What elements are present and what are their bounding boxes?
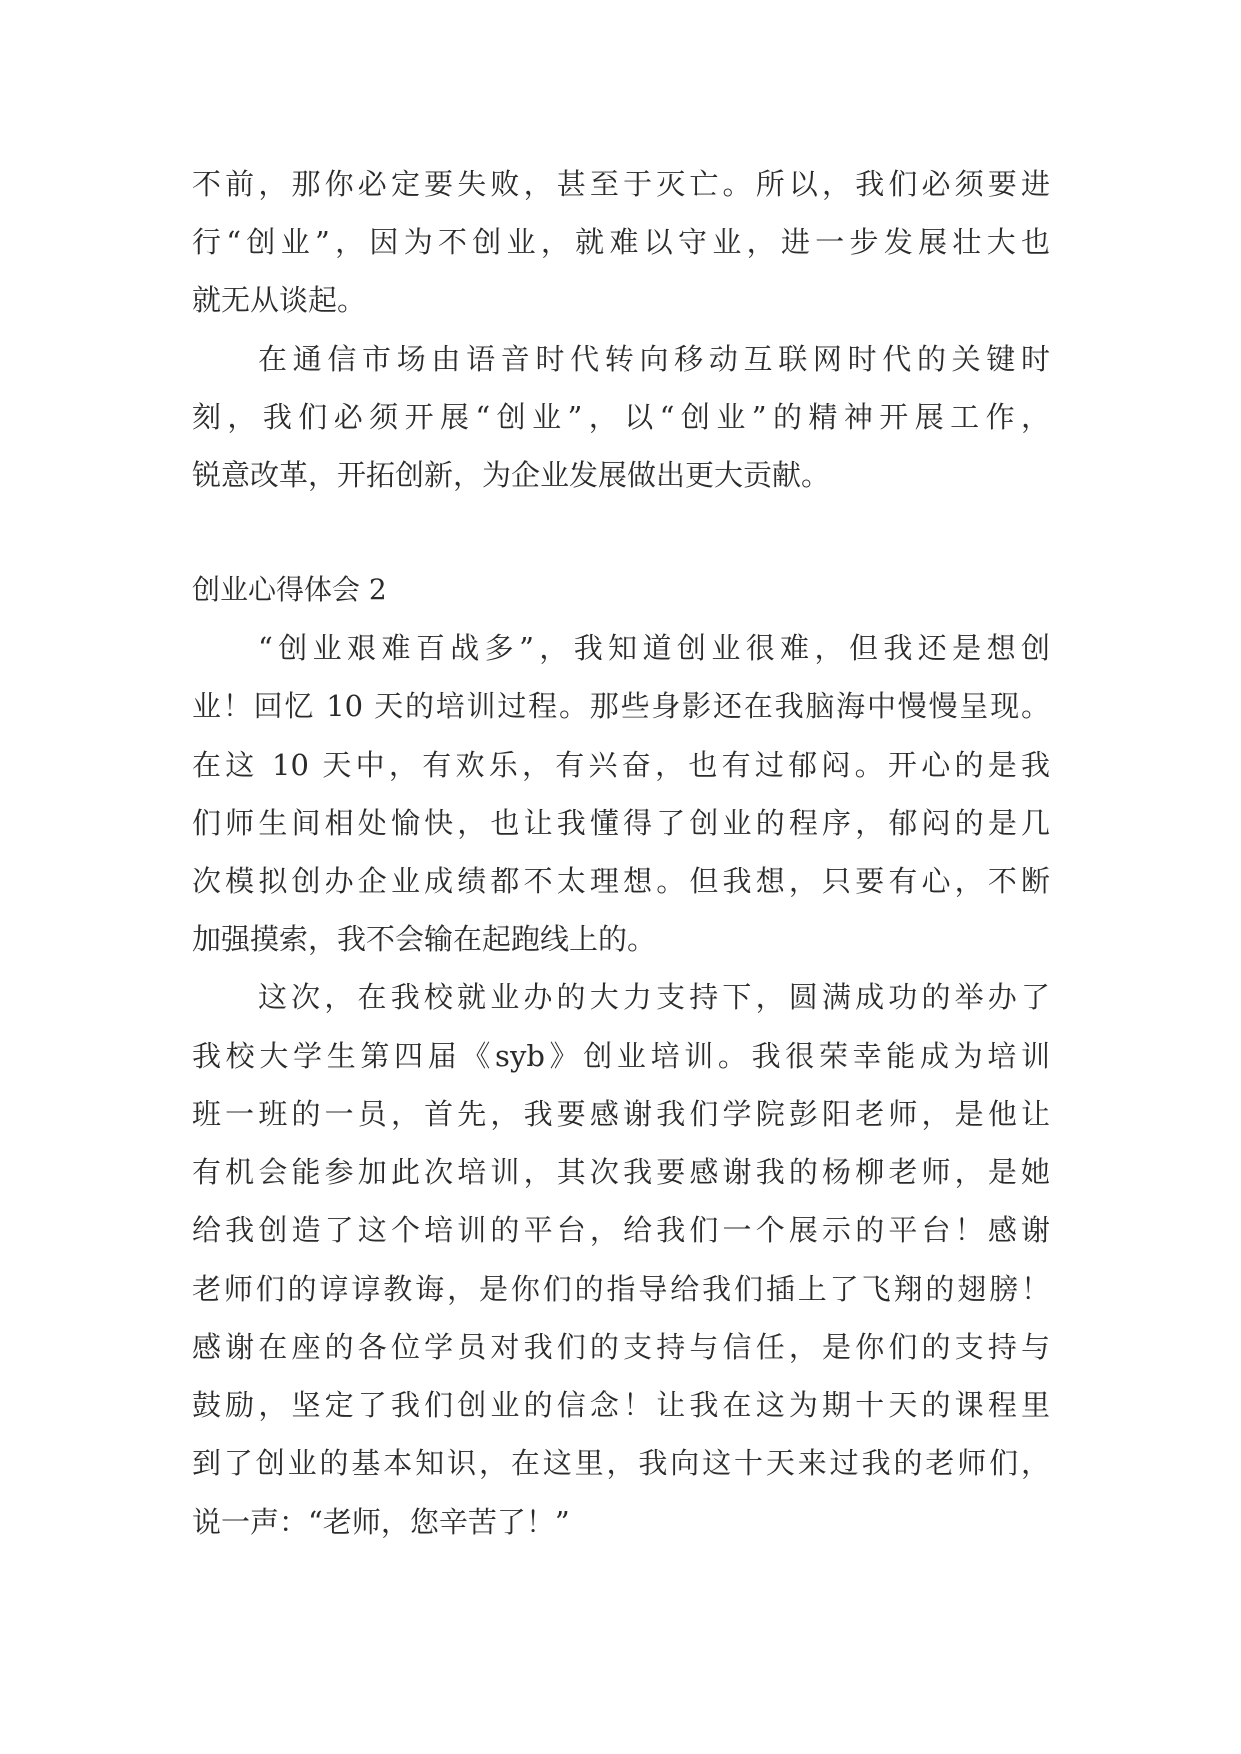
paragraph-line: 这次，在我校就业办的大力支持下，圆满成功的举办了 <box>258 980 1050 1014</box>
paragraph-line: 就无从谈起。 <box>192 283 367 317</box>
paragraph-line: 不前，那你必定要失败，甚至于灭亡。所以，我们必须要进 <box>192 167 1050 201</box>
paragraph-line: “创业艰难百战多”，我知道创业很难，但我还是想创 <box>258 631 1050 665</box>
paragraph-line: 鼓励，坚定了我们创业的信念！让我在这为期十天的课程里 <box>192 1388 1050 1422</box>
paragraph-line: 有机会能参加此次培训，其次我要感谢我的杨柳老师，是她 <box>192 1155 1050 1189</box>
paragraph-line: 到了创业的基本知识，在这里，我向这十天来过我的老师们， <box>192 1446 1050 1480</box>
paragraph-line: 在通信市场由语音时代转向移动互联网时代的关键时 <box>258 342 1050 376</box>
paragraph-line: 班一班的一员，首先，我要感谢我们学院彭阳老师，是他让 <box>192 1097 1050 1131</box>
paragraph-line: 们师生间相处愉快，也让我懂得了创业的程序，郁闷的是几 <box>192 806 1050 840</box>
paragraph-line: 锐意改革，开拓创新，为企业发展做出更大贡献。 <box>192 458 831 492</box>
paragraph-line: 加强摸索，我不会输在起跑线上的。 <box>192 922 657 956</box>
paragraph-line: 给我创造了这个培训的平台，给我们一个展示的平台！感谢 <box>192 1213 1050 1247</box>
paragraph-line: 我校大学生第四届《syb》创业培训。我很荣幸能成为培训 <box>192 1039 1050 1073</box>
paragraph-line: 说一声：“老师，您辛苦了！” <box>192 1505 570 1539</box>
paragraph-line: 业！回忆 10 天的培训过程。那些身影还在我脑海中慢慢呈现。 <box>192 689 1050 723</box>
paragraph-line: 老师们的谆谆教诲，是你们的指导给我们插上了飞翔的翅膀！ <box>192 1272 1050 1306</box>
paragraph-line: 感谢在座的各位学员对我们的支持与信任，是你们的支持与 <box>192 1330 1050 1364</box>
section-heading: 创业心得体会 2 <box>192 573 387 606</box>
paragraph-line: 行“创业”，因为不创业，就难以守业，进一步发展壮大也 <box>192 225 1050 259</box>
paragraph-line: 次模拟创办企业成绩都不太理想。但我想，只要有心，不断 <box>192 864 1050 898</box>
paragraph-line: 刻，我们必须开展“创业”，以“创业”的精神开展工作， <box>192 400 1050 434</box>
paragraph-line: 在这 10 天中，有欢乐，有兴奋，也有过郁闷。开心的是我 <box>192 748 1050 782</box>
